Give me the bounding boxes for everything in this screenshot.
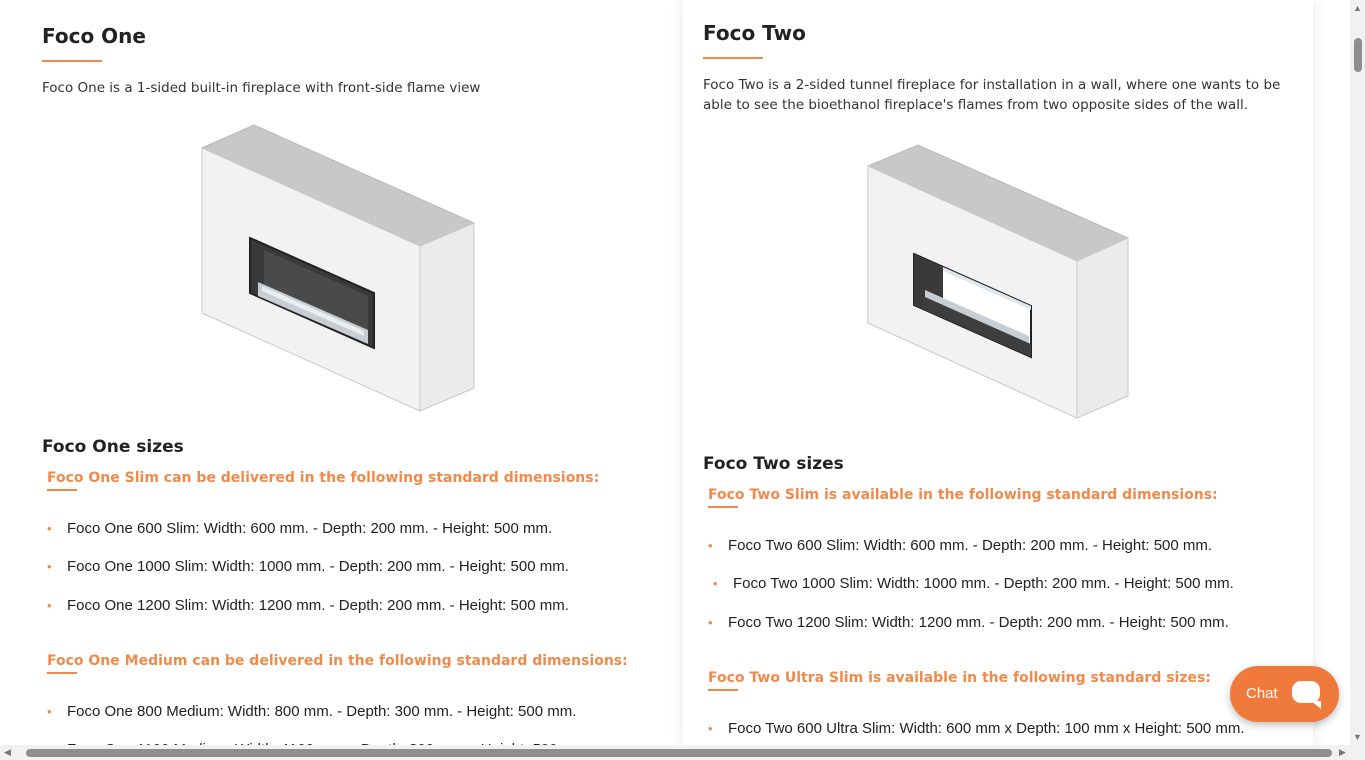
spec-text: Foco Two 600 Slim: Width: 600 mm. - Depth: 200 mm. - Height: 500 mm. [728, 537, 1213, 554]
list-item [42, 703, 591, 721]
foco-one-slim-underline [47, 489, 77, 491]
spec-text: Foco Two 1200 Slim: Width: 1200 mm. - Depth: 200 mm. - Height: 500 mm. [728, 614, 1229, 631]
scroll-down-arrow-icon[interactable]: ▼ [1353, 732, 1362, 742]
foco-one-title: Foco One [42, 24, 146, 48]
foco-two-description: Foco Two is a 2-sided tunnel fireplace for installation in a wall, where one wants to be able to see the bioethanol fireplace's flames from two opposite sides of the wall. [703, 77, 1281, 113]
list-item [42, 520, 569, 538]
spec-text: Foco One 1200 Slim: Width: 1200 mm. - Depth: 200 mm. - Height: 500 mm. [67, 597, 569, 614]
spec-text: Foco One 1000 Slim: Width: 1000 mm. - Depth: 200 mm. - Height: 500 mm. [67, 558, 569, 575]
vertical-scrollbar-thumb[interactable] [1354, 38, 1362, 72]
foco-two-ultra-slim-list [703, 720, 1245, 738]
spec-text: Foco Two 600 Ultra Slim: Width: 600 mm x Depth: 100 mm x Height: 500 mm. [728, 720, 1245, 737]
spec-text: Foco One 600 Slim: Width: 600 mm. - Depth: 200 mm. - Height: 500 mm. [67, 520, 553, 537]
foco-two-ultra-slim-heading: Foco Two Ultra Slim is available in the following standard sizes: [708, 670, 1211, 686]
chat-label: Chat [1246, 685, 1278, 702]
bullet-dot: • [708, 538, 713, 553]
foco-one-description: Foco One is a 1-sided built-in fireplace with front-side flame view [42, 80, 481, 96]
fireplace-two-sided-illustration [863, 138, 1153, 428]
foco-two-ultra-slim-underline [708, 689, 738, 691]
foco-two-slim-heading: Foco Two Slim is available in the following standard dimensions: [708, 487, 1218, 503]
horizontal-scrollbar-thumb[interactable] [26, 749, 1332, 757]
foco-one-slim-heading: Foco One Slim can be delivered in the following standard dimensions: [47, 470, 600, 486]
foco-two-title-underline [703, 57, 763, 59]
foco-two-slim-underline [708, 506, 738, 508]
list-item [703, 575, 1234, 593]
scroll-left-arrow-icon[interactable]: ◀ [4, 747, 11, 757]
vertical-scrollbar[interactable] [1350, 0, 1365, 745]
scroll-right-arrow-icon[interactable]: ▶ [1339, 747, 1346, 757]
foco-one-medium-underline [47, 672, 77, 674]
foco-two-section [683, 0, 1313, 745]
bullet-dot: • [47, 521, 52, 536]
bullet-dot: • [47, 598, 52, 613]
spec-text: Foco Two 1000 Slim: Width: 1000 mm. - Depth: 200 mm. - Height: 500 mm. [733, 575, 1234, 592]
bullet-dot: • [47, 559, 52, 574]
foco-one-sizes-title: Foco One sizes [42, 437, 184, 457]
foco-one-section [0, 0, 683, 745]
list-item [42, 597, 569, 615]
list-item [703, 537, 1234, 555]
bullet-dot: • [708, 615, 713, 630]
foco-one-slim-list [42, 520, 569, 615]
list-item [703, 614, 1234, 632]
list-item [42, 558, 569, 576]
chat-bubble-icon [1290, 677, 1328, 711]
bullet-dot: • [47, 704, 52, 719]
chat-button[interactable] [1230, 666, 1339, 722]
bullet-dot: • [708, 721, 713, 736]
fireplace-one-sided-illustration [192, 118, 482, 418]
foco-one-medium-heading: Foco One Medium can be delivered in the following standard dimensions: [47, 653, 628, 669]
bullet-dot: • [713, 576, 718, 591]
foco-two-title: Foco Two [703, 21, 806, 45]
spec-text: Foco One 800 Medium: Width: 800 mm. - Depth: 300 mm. - Height: 500 mm. [67, 703, 577, 720]
foco-two-slim-list [703, 537, 1234, 632]
foco-two-sizes-title: Foco Two sizes [703, 454, 844, 474]
foco-one-title-underline [42, 60, 102, 62]
scroll-up-arrow-icon[interactable]: ▲ [1353, 3, 1362, 13]
list-item [703, 720, 1245, 738]
